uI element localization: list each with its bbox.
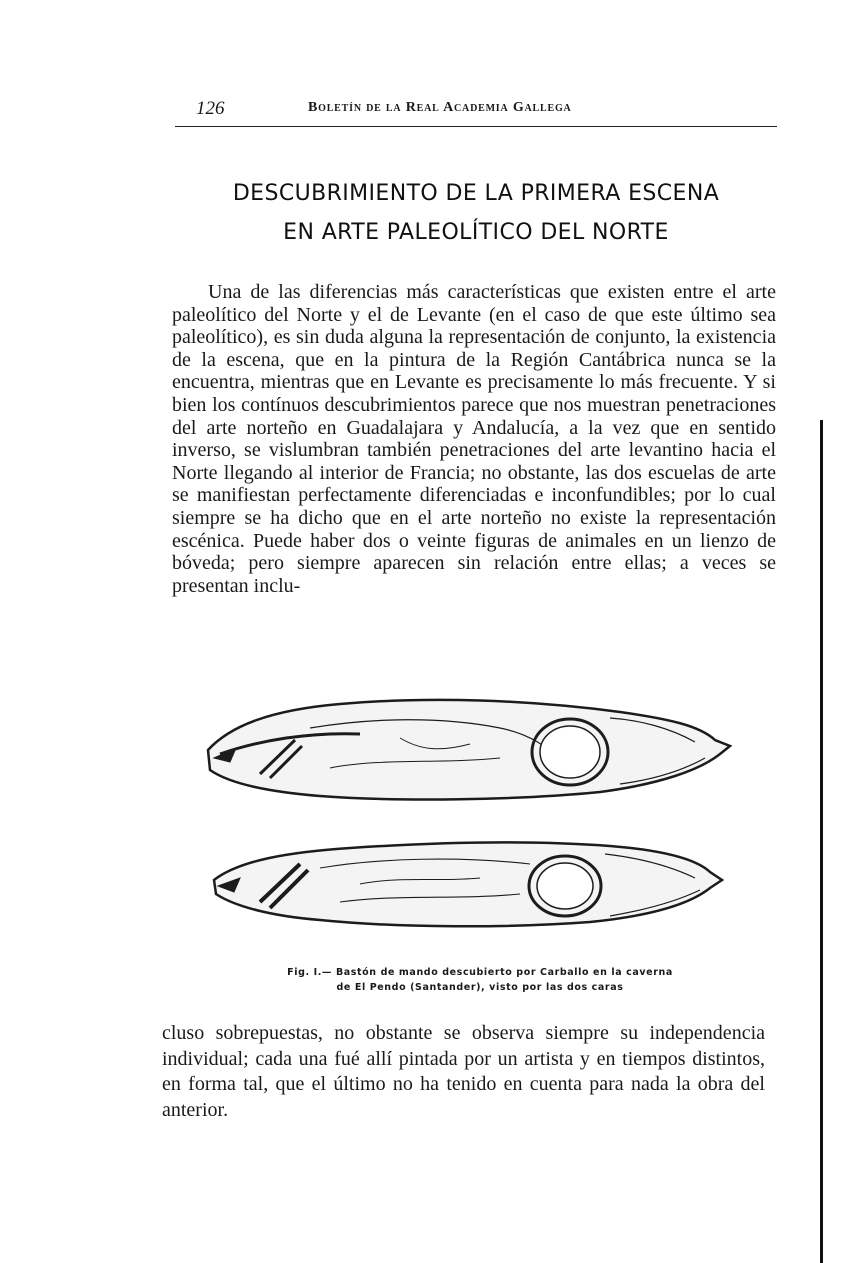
article-title-line-1: DESCUBRIMIENTO DE LA PRIMERA ESCENA <box>232 181 720 206</box>
page-number: 126 <box>196 98 225 119</box>
page-edge-line <box>820 420 823 1263</box>
figure-baton-de-mando <box>200 688 760 958</box>
baton-illustration <box>200 688 760 958</box>
body-paragraph-1: Una de las diferencias más características que existen entre el arte paleolítico del Norte y el de Levante (en el caso de que este último sea paleolítico), es sin duda alguna la representación de conjunto, la existencia de la escena, que en la pintura de la Región Cantábrica nunca se la encuentra, mientras que en Levante es precisamente lo más frecuente. Y si bien los contínuos descubrimientos parece que nos muestran penetraciones del arte norteño en Guadalajara y Andalucía, a la vez que en sentido inverso, se vislumbran también penetraciones del arte levantino hacia el Norte llegando al interior de Francia; no obstante, las dos escuelas de arte se manifiestan perfectamente diferenciadas e inconfundibles; por lo cual siempre se ha dicho que en el arte norteño no existe la representación escénica. Puede haber dos o veinte figuras de animales en un lienzo de bóveda; pero siempre aparecen sin relación entre ellas; a veces se presentan inclu- <box>172 281 776 597</box>
baton-view-upper <box>208 700 730 800</box>
figure-caption <box>200 965 760 995</box>
running-head: Boletín de la Real Academia Gallega <box>308 100 572 115</box>
baton-view-lower <box>214 842 722 926</box>
body-paragraph-2: cluso sobrepuestas, no obstante se observa siempre su independencia individual; cada una fué allí pintada por un artista y en tiempos distintos, en forma tal, que el último no ha tenido en cuenta para nada la obra del anterior. <box>162 1022 765 1121</box>
header-rule <box>175 126 777 127</box>
caption-line-1: Fig. I.— Bastón de mando descubierto por Carballo en la caverna <box>287 967 673 978</box>
caption-line-2: de El Pendo (Santander), visto por las dos caras <box>336 982 624 993</box>
article-title-line-2: EN ARTE PALEOLÍTICO DEL NORTE <box>283 220 669 245</box>
